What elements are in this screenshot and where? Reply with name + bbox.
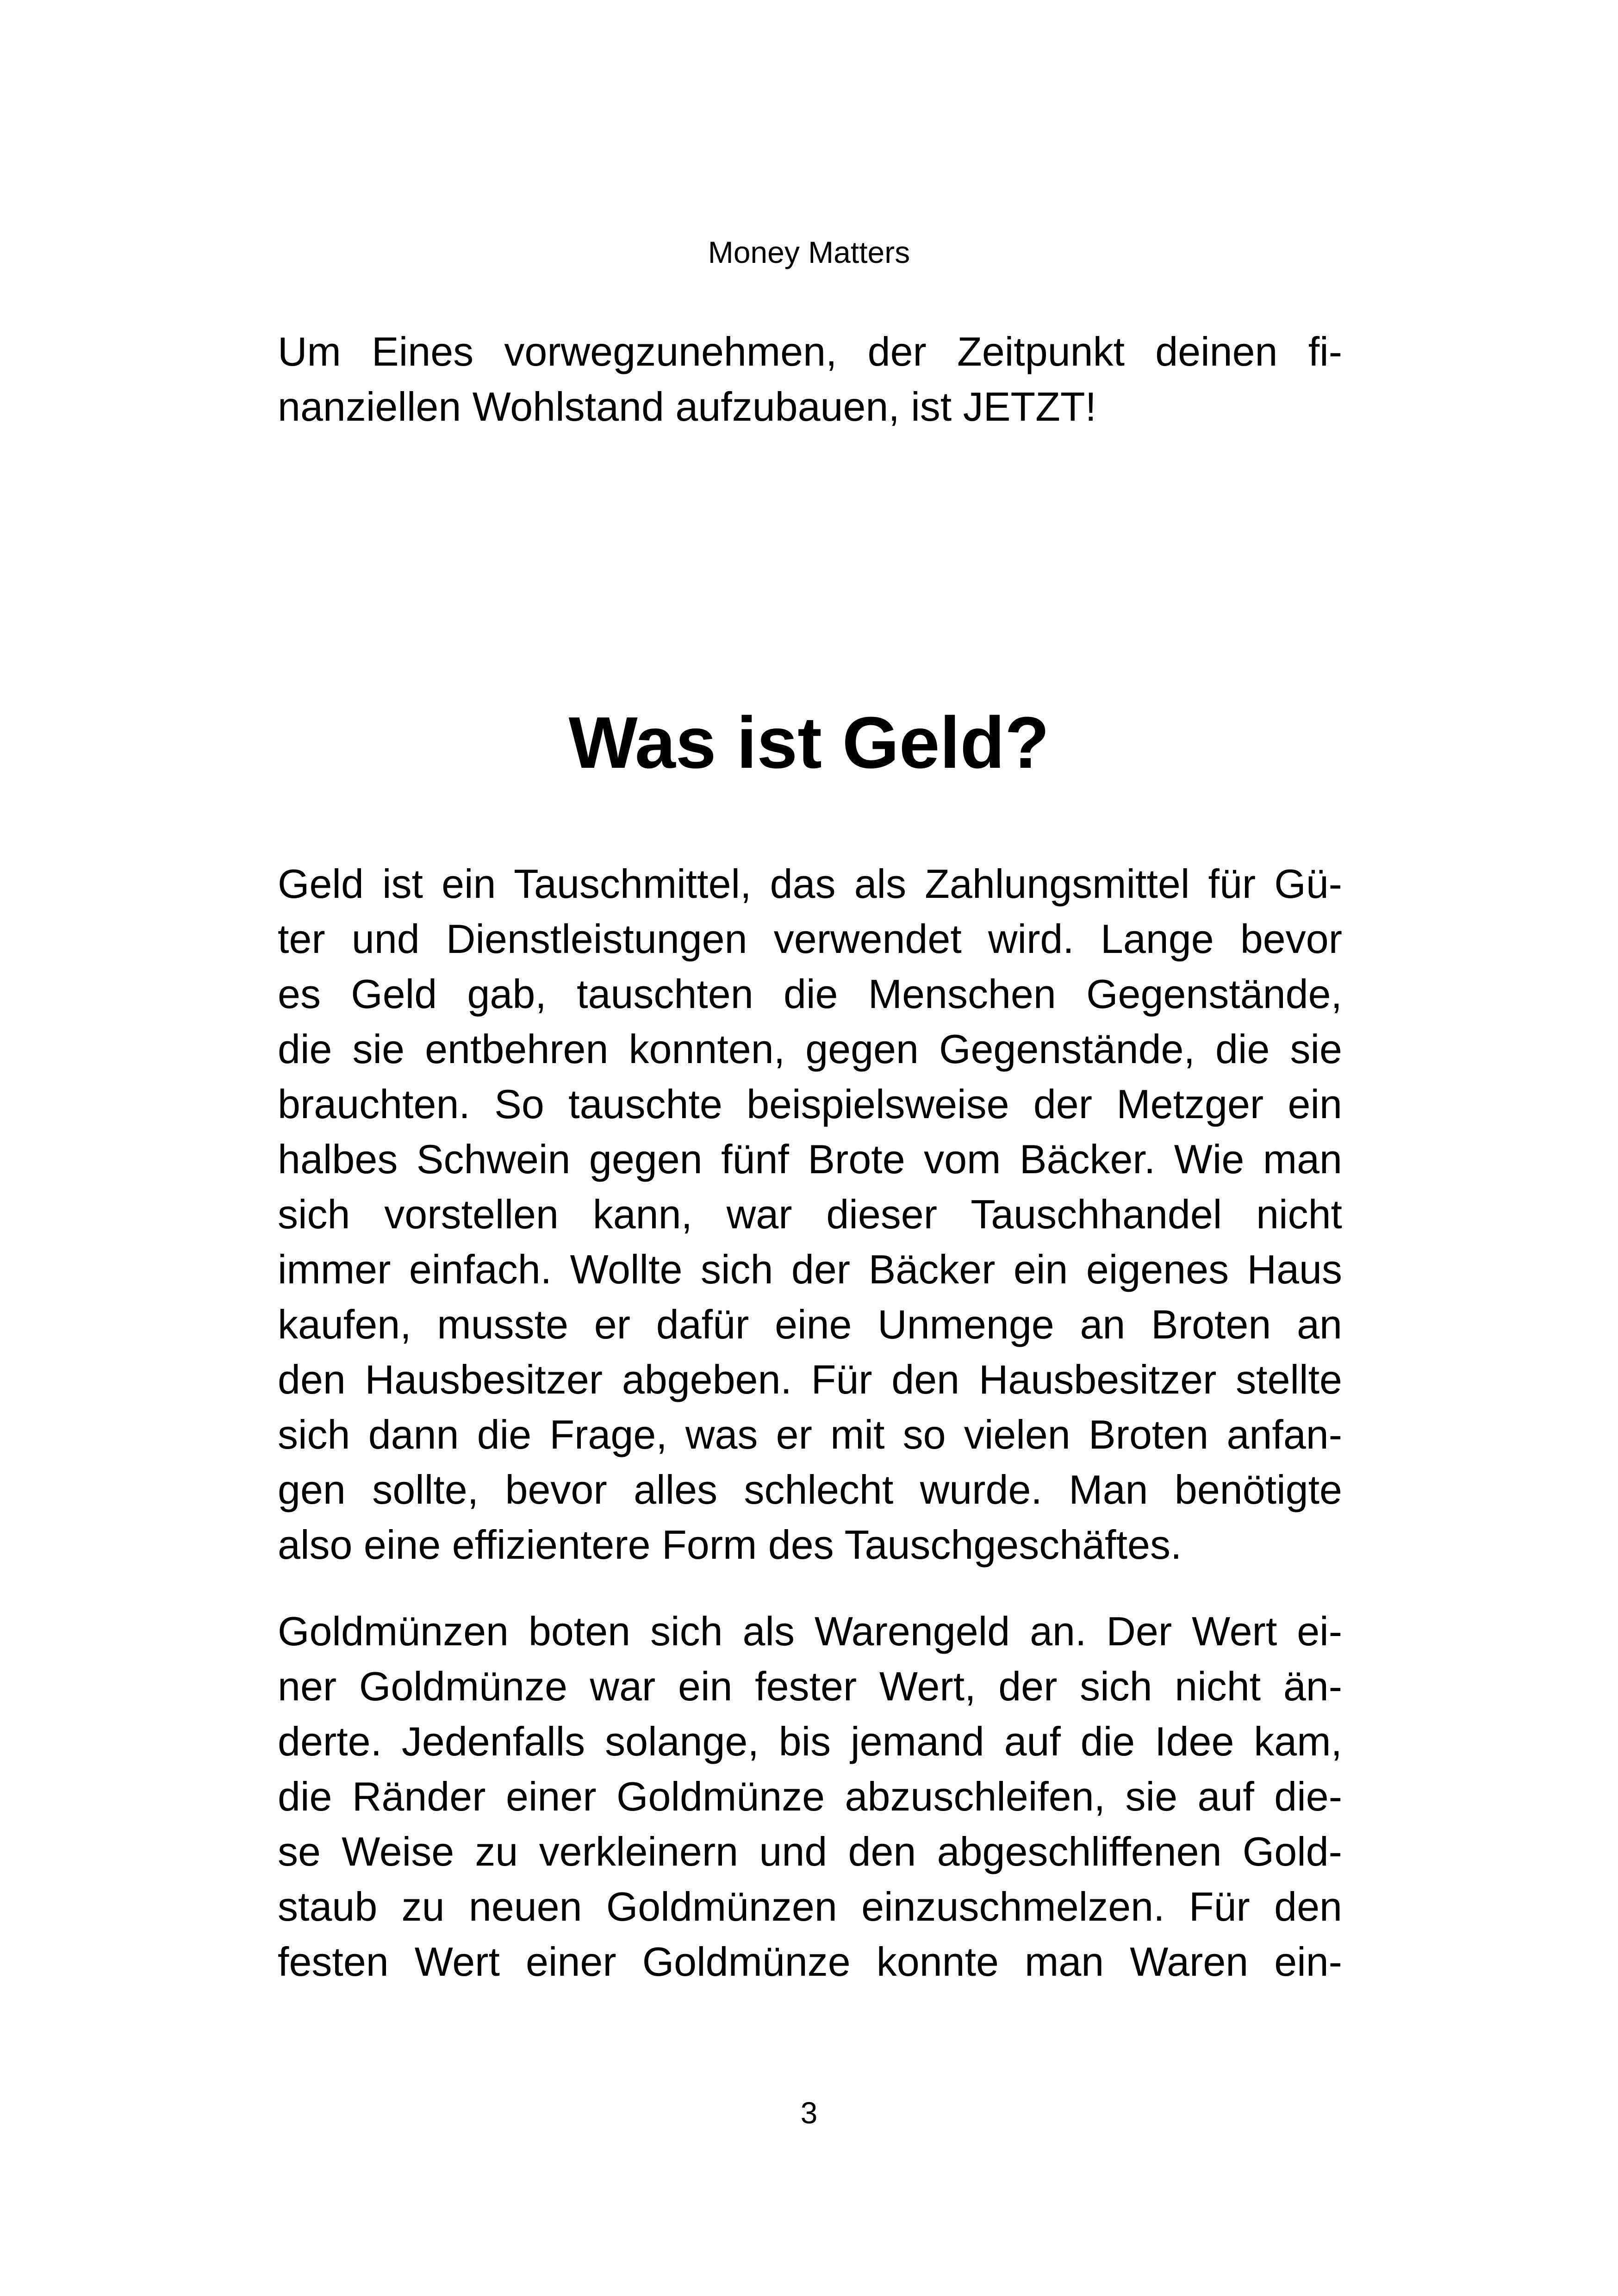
text-line: sich dann die Frage, was er mit so vielen Broten anfan- [278, 1412, 1342, 1457]
text-line: staub zu neuen Goldmünzen einzuschmelzen. Für den [278, 1884, 1342, 1929]
text-line: immer einfach. Wollte sich der Bäcker ein eigenes Haus [278, 1246, 1342, 1292]
body-paragraph [278, 856, 1342, 1572]
text-line: derte. Jedenfalls solange, bis jemand auf die Idee kam, [278, 1718, 1342, 1764]
text-line: kaufen, musste er dafür eine Unmenge an Broten an [278, 1301, 1342, 1347]
text-line: gen sollte, bevor alles schlecht wurde. Man benötigte [278, 1467, 1342, 1512]
text-line: sich vorstellen kann, war dieser Tauschhandel nicht [278, 1191, 1342, 1237]
text-line: die sie entbehren konnten, gegen Gegenstände, die sie [278, 1026, 1342, 1072]
text-line: Geld ist ein Tauschmittel, das als Zahlungsmittel für Gü- [278, 861, 1342, 907]
running-header: Money Matters [708, 235, 910, 269]
intro-paragraph [278, 324, 1342, 434]
text-line: den Hausbesitzer abgeben. Für den Hausbesitzer stellte [278, 1356, 1342, 1402]
text-line: nanziellen Wohlstand aufzubauen, ist JETZT! [278, 384, 1097, 429]
text-line: die Ränder einer Goldmünze abzuschleifen, sie auf die- [278, 1773, 1342, 1819]
text-line: also eine effizientere Form des Tauschgeschäftes. [278, 1522, 1182, 1568]
page-number: 3 [800, 2096, 818, 2130]
text-line: se Weise zu verkleinern und den abgeschliffenen Gold- [278, 1829, 1342, 1874]
text-line: halbes Schwein gegen fünf Brote vom Bäcker. Wie man [278, 1136, 1342, 1182]
chapter-title: Was ist Geld? [568, 702, 1050, 784]
text-line: Goldmünzen boten sich als Warengeld an. Der Wert ei- [278, 1608, 1342, 1654]
body-paragraph [278, 1604, 1342, 1989]
text-line: es Geld gab, tauschten die Menschen Gegenstände, [278, 971, 1342, 1017]
text-line: festen Wert einer Goldmünze konnte man Waren ein- [278, 1939, 1342, 1985]
text-line: brauchten. So tauschte beispielsweise der Metzger ein [278, 1081, 1342, 1127]
text-line: ner Goldmünze war ein fester Wert, der sich nicht än- [278, 1663, 1342, 1709]
text-line: ter und Dienstleistungen verwendet wird. Lange bevor [278, 916, 1342, 962]
text-line: Um Eines vorwegzunehmen, der Zeitpunkt deinen fi- [278, 329, 1342, 374]
